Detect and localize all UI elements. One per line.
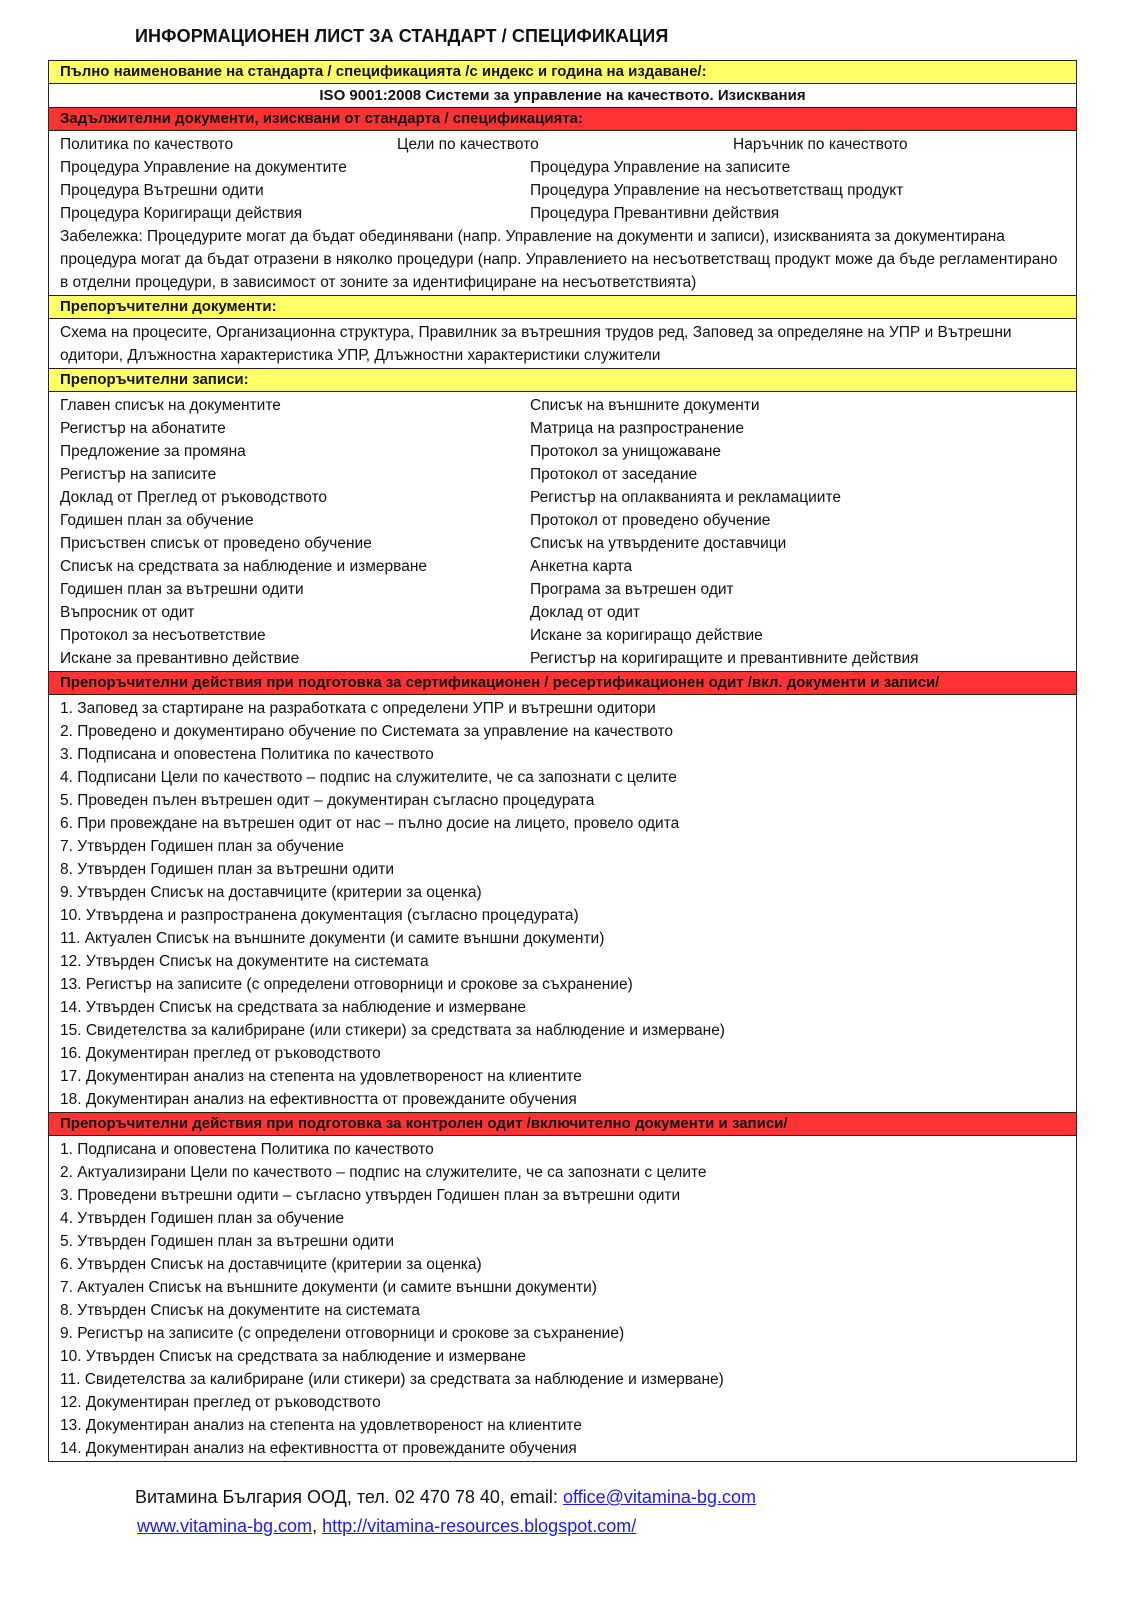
control-action-item: 4. Утвърден Годишен план за обучение — [60, 1210, 345, 1227]
record-row-left: Главен списък на документите — [60, 397, 281, 414]
certification-action-item: 15. Свидетелства за калибриране (или стикери) за средствата за наблюдение и измерване) — [60, 1022, 725, 1039]
control-action-item: 7. Актуален Списък на външните документи (и самите външни документи) — [60, 1279, 597, 1296]
record-row-right: Протокол от проведено обучение — [530, 512, 771, 529]
record-row — [60, 624, 1065, 647]
certification-action-item: 10. Утвърдена и разпространена документация (съгласно процедурата) — [60, 907, 579, 924]
mandatory-row-left: Процедура Коригиращи действия — [60, 205, 303, 222]
footer-blog-link[interactable]: http://vitamina-resources.blogspot.com/ — [322, 1516, 637, 1536]
record-row-right: Доклад от одит — [530, 604, 641, 621]
certification-actions-header: Препоръчителни действия при подготовка за сертификационен / ресертификационен одит /вкл. документи и записи/ — [49, 672, 1076, 695]
certification-action-item: 4. Подписани Цели по качеството – подпис на служителите, че са запознати с целите — [60, 769, 677, 786]
standard-name: ISO 9001:2008 Системи за управление на качеството. Изисквания — [49, 84, 1076, 108]
record-row-right: Регистър на коригиращите и превантивните действия — [530, 650, 919, 667]
record-row — [60, 578, 1065, 601]
recommended-docs-header: Препоръчителни документи: — [49, 296, 1076, 319]
record-row-right: Регистър на оплакванията и рекламациите — [530, 489, 841, 506]
control-action-item: 13. Документиран анализ на степента на удовлетвореност на клиентите — [60, 1417, 582, 1434]
footer-separator: , — [312, 1516, 323, 1536]
mandatory-row — [60, 179, 1065, 202]
certification-action-item: 8. Утвърден Годишен план за вътрешни одити — [60, 861, 395, 878]
record-row — [60, 601, 1065, 624]
mandatory-row-right: Процедура Превантивни действия — [530, 205, 780, 222]
certification-action-item: 13. Регистър на записите (с определени отговорници и срокове за съхранение) — [60, 976, 633, 993]
record-row-left: Искане за превантивно действие — [60, 650, 300, 667]
recommended-docs-text: Схема на процесите, Организационна структура, Правилник за вътрешния трудов ред, Заповед за определяне на УПР и Вътрешни одитори, Длъжностна характеристика УПР, Длъжностни характеристики служители — [60, 324, 1012, 364]
info-sheet-table — [48, 60, 1077, 1462]
record-row-left: Годишен план за вътрешни одити — [60, 581, 304, 598]
record-row-right: Анкетна карта — [530, 558, 633, 575]
page-title: ИНФОРМАЦИОНЕН ЛИСТ ЗА СТАНДАРТ / СПЕЦИФИКАЦИЯ — [135, 26, 669, 46]
control-action-item: 5. Утвърден Годишен план за вътрешни одити — [60, 1233, 395, 1250]
footer-site-link[interactable]: www.vitamina-bg.com — [137, 1516, 313, 1536]
control-action-item: 14. Документиран анализ на ефективността от провежданите обучения — [60, 1440, 577, 1457]
record-row — [60, 440, 1065, 463]
record-row-left: Протокол за несъответствие — [60, 627, 266, 644]
certification-action-item: 18. Документиран анализ на ефективността от провежданите обучения — [60, 1091, 577, 1108]
recommended-records-block — [49, 392, 1076, 672]
record-row-left: Регистър на записите — [60, 466, 217, 483]
certification-action-item: 3. Подписана и оповестена Политика по качеството — [60, 746, 434, 763]
record-row-left: Годишен план за обучение — [60, 512, 254, 529]
record-row-left: Предложение за промяна — [60, 443, 246, 460]
footer-company: Витамина България ООД, тел. 02 470 78 40, email: — [135, 1487, 563, 1507]
record-row-right: Протокол от заседание — [530, 466, 698, 483]
record-row — [60, 532, 1065, 555]
record-row — [60, 647, 1065, 670]
record-row — [60, 394, 1065, 417]
certification-action-item: 1. Заповед за стартиране на разработката с определени УПР и вътрешни одитори — [60, 700, 656, 717]
record-row-right: Програма за вътрешен одит — [530, 581, 734, 598]
control-action-item: 2. Актуализирани Цели по качеството – подпис на служителите, че са запознати с целите — [60, 1164, 707, 1181]
record-row-left: Списък на средствата за наблюдение и измерване — [60, 558, 428, 575]
recommended-records-header: Препоръчителни записи: — [49, 369, 1076, 392]
mandatory-note: Забележка: Процедурите могат да бъдат обединявани (напр. Управление на документи и записи), изискванията за документирана процедура могат да бъдат отразени в няколко процедури (напр. Управлението на несъответстващ продукт може да бъде регламентирано в отделни процедури, в зависимост от зоните за идентифициране на несъответствията) — [60, 228, 1058, 291]
certification-action-item: 2. Проведено и документирано обучение по Системата за управление на качеството — [60, 723, 674, 740]
record-row — [60, 509, 1065, 532]
control-action-item: 8. Утвърден Списък на документите на системата — [60, 1302, 420, 1319]
certification-action-item: 6. При провеждане на вътрешен одит от нас – пълно досие на лицето, провело одита — [60, 815, 680, 832]
record-row-right: Списък на утвърдените доставчици — [530, 535, 787, 552]
footer-links — [137, 1516, 636, 1537]
certification-action-item: 12. Утвърден Списък на документите на системата — [60, 953, 429, 970]
control-action-item: 9. Регистър на записите (с определени отговорници и срокове за съхранение) — [60, 1325, 625, 1342]
mandatory-row-left: Процедура Вътрешни одити — [60, 182, 264, 199]
mandatory-row-right: Процедура Управление на несъответстващ продукт — [530, 182, 904, 199]
record-row-left: Присъствен списък от проведено обучение — [60, 535, 372, 552]
control-action-item: 10. Утвърден Списък на средствата за наблюдение и измерване — [60, 1348, 527, 1365]
full-name-header: Пълно наименование на стандарта / спецификацията /с индекс и година на издаване/: — [49, 61, 1076, 84]
mandatory-docs-block — [49, 131, 1076, 296]
mandatory-item: Наръчник по качеството — [733, 136, 908, 153]
control-action-item: 1. Подписана и оповестена Политика по качеството — [60, 1141, 434, 1158]
record-row-right: Искане за коригиращо действие — [530, 627, 763, 644]
mandatory-row-right: Процедура Управление на записите — [530, 159, 791, 176]
certification-action-item: 17. Документиран анализ на степента на удовлетвореност на клиентите — [60, 1068, 582, 1085]
control-action-item: 11. Свидетелства за калибриране (или стикери) за средствата за наблюдение и измерване) — [60, 1371, 724, 1388]
record-row-left: Въпросник от одит — [60, 604, 195, 621]
control-action-item: 12. Документиран преглед от ръководството — [60, 1394, 381, 1411]
certification-action-item: 16. Документиран преглед от ръководството — [60, 1045, 381, 1062]
record-row — [60, 417, 1065, 440]
record-row — [60, 486, 1065, 509]
footer-contact — [135, 1487, 756, 1508]
mandatory-row-left: Процедура Управление на документите — [60, 159, 347, 176]
record-row — [60, 555, 1065, 578]
record-row-right: Матрица на разпространение — [530, 420, 744, 437]
footer-email-link[interactable]: office@vitamina-bg.com — [562, 1487, 756, 1507]
certification-action-item: 7. Утвърден Годишен план за обучение — [60, 838, 345, 855]
record-row-left: Регистър на абонатите — [60, 420, 226, 437]
mandatory-row — [60, 202, 1065, 225]
record-row-left: Доклад от Преглед от ръководството — [60, 489, 328, 506]
control-action-item: 6. Утвърден Списък на доставчиците (критерии за оценка) — [60, 1256, 482, 1273]
record-row — [60, 463, 1065, 486]
certification-action-item: 9. Утвърден Списък на доставчиците (критерии за оценка) — [60, 884, 482, 901]
mandatory-docs-header: Задължителни документи, изисквани от стандарта / спецификацията: — [49, 108, 1076, 131]
mandatory-item: Цели по качеството — [397, 136, 539, 153]
record-row-right: Списък на външните документи — [530, 397, 760, 414]
control-actions-list — [49, 1136, 1076, 1461]
recommended-docs-block — [49, 319, 1076, 369]
mandatory-item: Политика по качеството — [60, 136, 234, 153]
control-actions-header: Препоръчителни действия при подготовка за контролен одит /включително документи и записи/ — [49, 1113, 1076, 1136]
certification-action-item: 5. Проведен пълен вътрешен одит – документиран съгласно процедурата — [60, 792, 595, 809]
mandatory-row — [60, 156, 1065, 179]
certification-action-item: 14. Утвърден Списък на средствата за наблюдение и измерване — [60, 999, 527, 1016]
control-action-item: 3. Проведени вътрешни одити – съгласно утвърден Годишен план за вътрешни одити — [60, 1187, 681, 1204]
mandatory-row — [60, 133, 1065, 156]
certification-actions-list — [49, 695, 1076, 1113]
certification-action-item: 11. Актуален Списък на външните документи (и самите външни документи) — [60, 930, 605, 947]
record-row-right: Протокол за унищожаване — [530, 443, 722, 460]
